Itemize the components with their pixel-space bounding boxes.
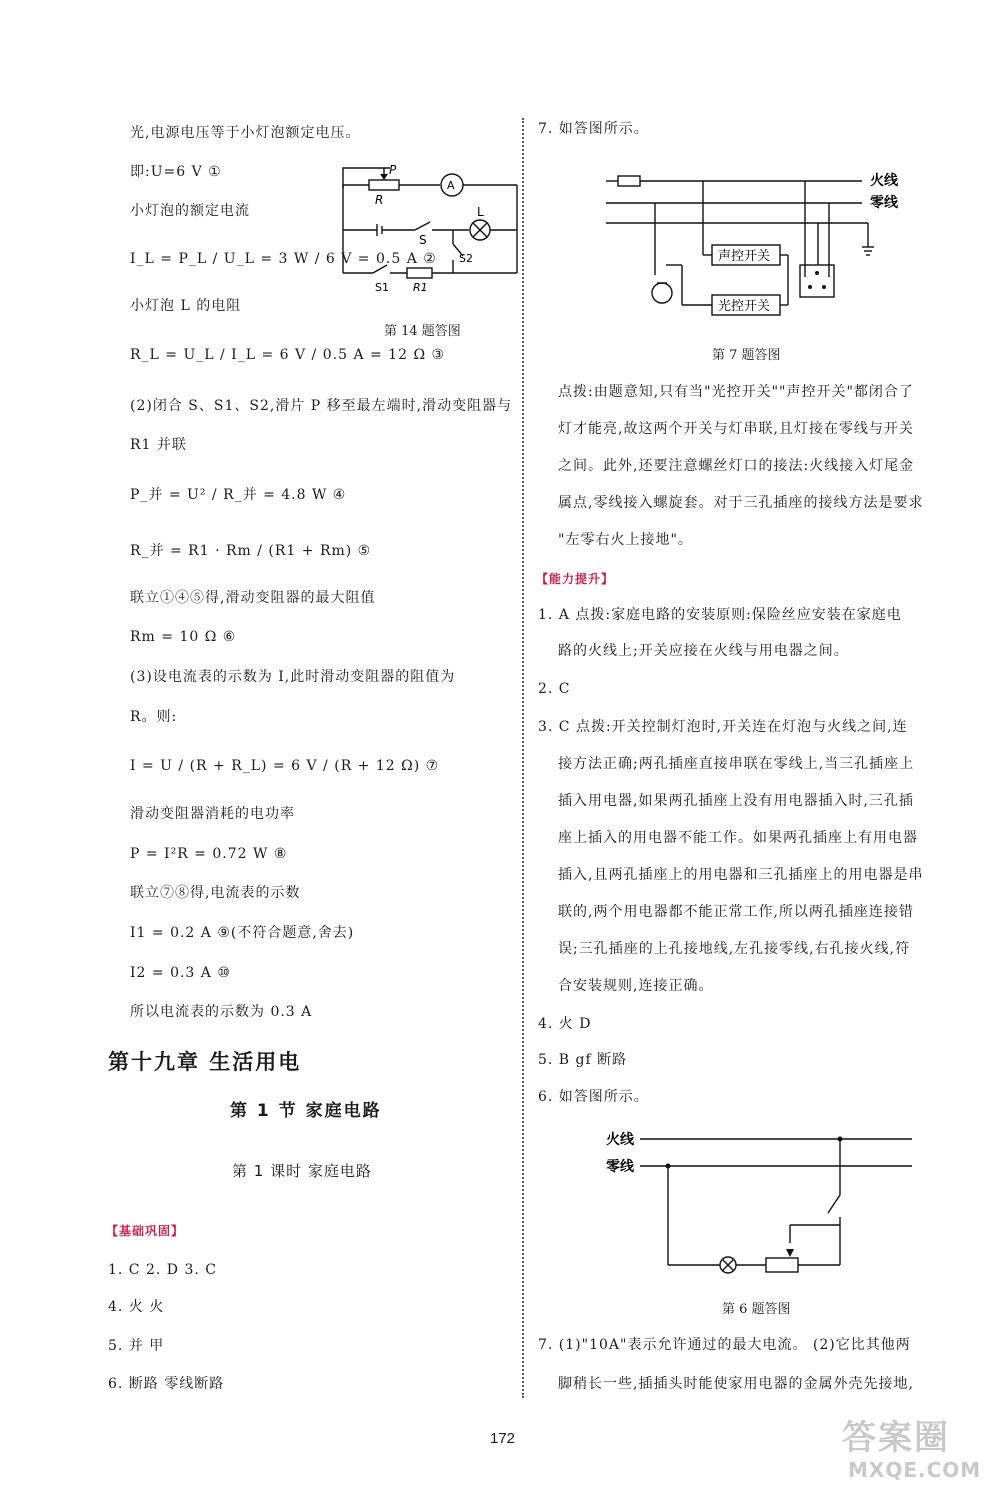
text-line: 所以电流表的示数为 0.3 A [130,1004,313,1020]
light-switch-label: 光控开关 [718,299,771,314]
answer-line: 插入,且两孔插座上的用电器和三孔插座上的用电器是串 [558,867,924,883]
text-line: R1 并联 [130,437,187,453]
formula-line: R_并 = R1 · Rm / (R1 + Rm) ⑤ [130,543,372,559]
label-A: A [447,179,455,192]
formula-line: I1 = 0.2 A ⑨(不符合题意,舍去) [130,925,355,941]
answer-line: 6. 断路 零线断路 [108,1376,225,1392]
formula-line: I_L = P_L / U_L = 3 W / 6 V = 0.5 A ② [130,251,437,267]
lesson-title: 第 1 课时 家庭电路 [232,1162,372,1180]
section-tag-improve: 【能力提升】 [536,572,615,586]
formula-line: P_并 = U² / R_并 = 4.8 W ④ [130,487,347,503]
circuit-diagram-14 [335,160,535,300]
answer-line: 1. A 点拨:家庭电路的安装原则:保险丝应安装在家庭电 [538,607,902,623]
answer-line: 5. B gf 断路 [538,1052,628,1068]
label-R1: R1 [413,281,428,294]
answer-line: 合安装规则,连接正确。 [558,978,714,994]
chapter-title: 第十九章 生活用电 [108,1050,302,1074]
section-title: 第 1 节 家庭电路 [230,1101,382,1121]
watermark-logo: 答案圈 [842,1418,950,1458]
answer-line: 插入用电器,如果两孔插座上没有用电器插入时,三孔插 [558,793,914,809]
answer-line: 7. (1)"10A"表示允许通过的最大电流。 (2)它比其他两 [538,1337,911,1353]
answer-line: 5. 并 甲 [108,1338,165,1354]
formula-line: P = I²R = 0.72 W ⑧ [130,846,288,862]
label-S2: S2 [459,252,473,265]
figure-caption-14: 第 14 题答图 [384,324,461,339]
text-line: R。则: [130,709,178,725]
answer-line: 4. 火 D [538,1016,592,1032]
question-7-intro: 7. 如答图所示。 [538,121,649,137]
formula-line: I = U / (R + R_L) = 6 V / (R + 12 Ω) ⑦ [130,758,440,774]
zero-line-label: 零线 [870,195,898,211]
note-line: "左零右火上接地"。 [558,532,693,548]
page-number: 172 [490,1430,516,1447]
circuit-diagram-7 [600,165,920,330]
text-line: (2)闭合 S、S1、S2,滑片 P 移至最左端时,滑动变阻器与 [130,398,513,414]
note-line: 之间。此外,还要注意螺丝灯口的接法:火线接入灯尾金 [558,458,915,474]
answer-line: 脚稍长一些,插插头时能使家用电器的金属外壳先接地, [558,1376,914,1392]
text-line: 滑动变阻器消耗的电功率 [130,806,295,822]
note-line: 灯才能亮,故这两个开关与灯串联,且灯接在零线与开关 [558,421,914,437]
column-divider [522,118,524,1398]
text-line: (3)设电流表的示数为 I,此时滑动变阻器的阻值为 [130,669,456,685]
formula-line: R_L = U_L / I_L = 6 V / 0.5 A = 12 Ω ③ [130,347,446,363]
answer-line: 路的火线上;开关应接在火线与用电器之间。 [558,643,849,659]
watermark-url: MXQE.COM [848,1458,982,1482]
answer-line: 接方法正确;两孔插座直接串联在零线上,当三孔插座上 [558,756,915,772]
label-L: L [477,205,484,219]
answer-line: 6. 如答图所示。 [538,1089,649,1105]
figure-caption-7: 第 7 题答图 [712,348,781,363]
label-P: P [389,163,397,177]
label-R: R [375,193,384,207]
text-line: 小灯泡的额定电流 [130,203,250,219]
section-tag-basic: 【基础巩固】 [106,1224,185,1238]
text-line: 光,电源电压等于小灯泡额定电压。 [130,125,361,141]
formula-line: I2 = 0.3 A ⑩ [130,965,231,981]
text-line: 联立⑦⑧得,电流表的示数 [130,885,301,901]
note-line: 点拨:由题意知,只有当"光控开关""声控开关"都闭合了 [558,384,914,400]
answer-line: 联的,两个用电器都不能正常工作,所以两孔插座连接错 [558,904,914,920]
sound-switch-label: 声控开关 [718,249,771,264]
formula-line: Rm = 10 Ω ⑥ [130,629,237,645]
answer-line: 3. C 点拨:开关控制灯泡时,开关连在灯泡与火线之间,连 [538,719,908,735]
circuit-diagram-6 [600,1125,920,1285]
answer-line: 1. C 2. D 3. C [108,1262,217,1278]
fire-line-label: 火线 [606,1132,634,1148]
label-S1: S1 [375,281,389,294]
answer-line: 误;三孔插座的上孔接地线,左孔接零线,右孔接火线,符 [558,941,911,957]
text-line: 即:U=6 V ① [130,164,222,180]
answer-line: 座上插入的用电器不能工作。如果两孔插座上有用电器 [558,830,918,846]
text-line: 联立①④⑤得,滑动变阻器的最大阻值 [130,590,376,606]
note-line: 属点,零线接入螺旋套。对于三孔插座的接线方法是要求 [558,495,924,511]
answer-line: 2. C [538,681,571,697]
zero-line-label: 零线 [606,1159,634,1175]
fire-line-label: 火线 [870,173,898,189]
label-S: S [419,233,427,247]
text-line: 小灯泡 L 的电阻 [130,298,242,314]
answer-line: 4. 火 火 [108,1299,165,1315]
figure-caption-6: 第 6 题答图 [722,1302,791,1317]
